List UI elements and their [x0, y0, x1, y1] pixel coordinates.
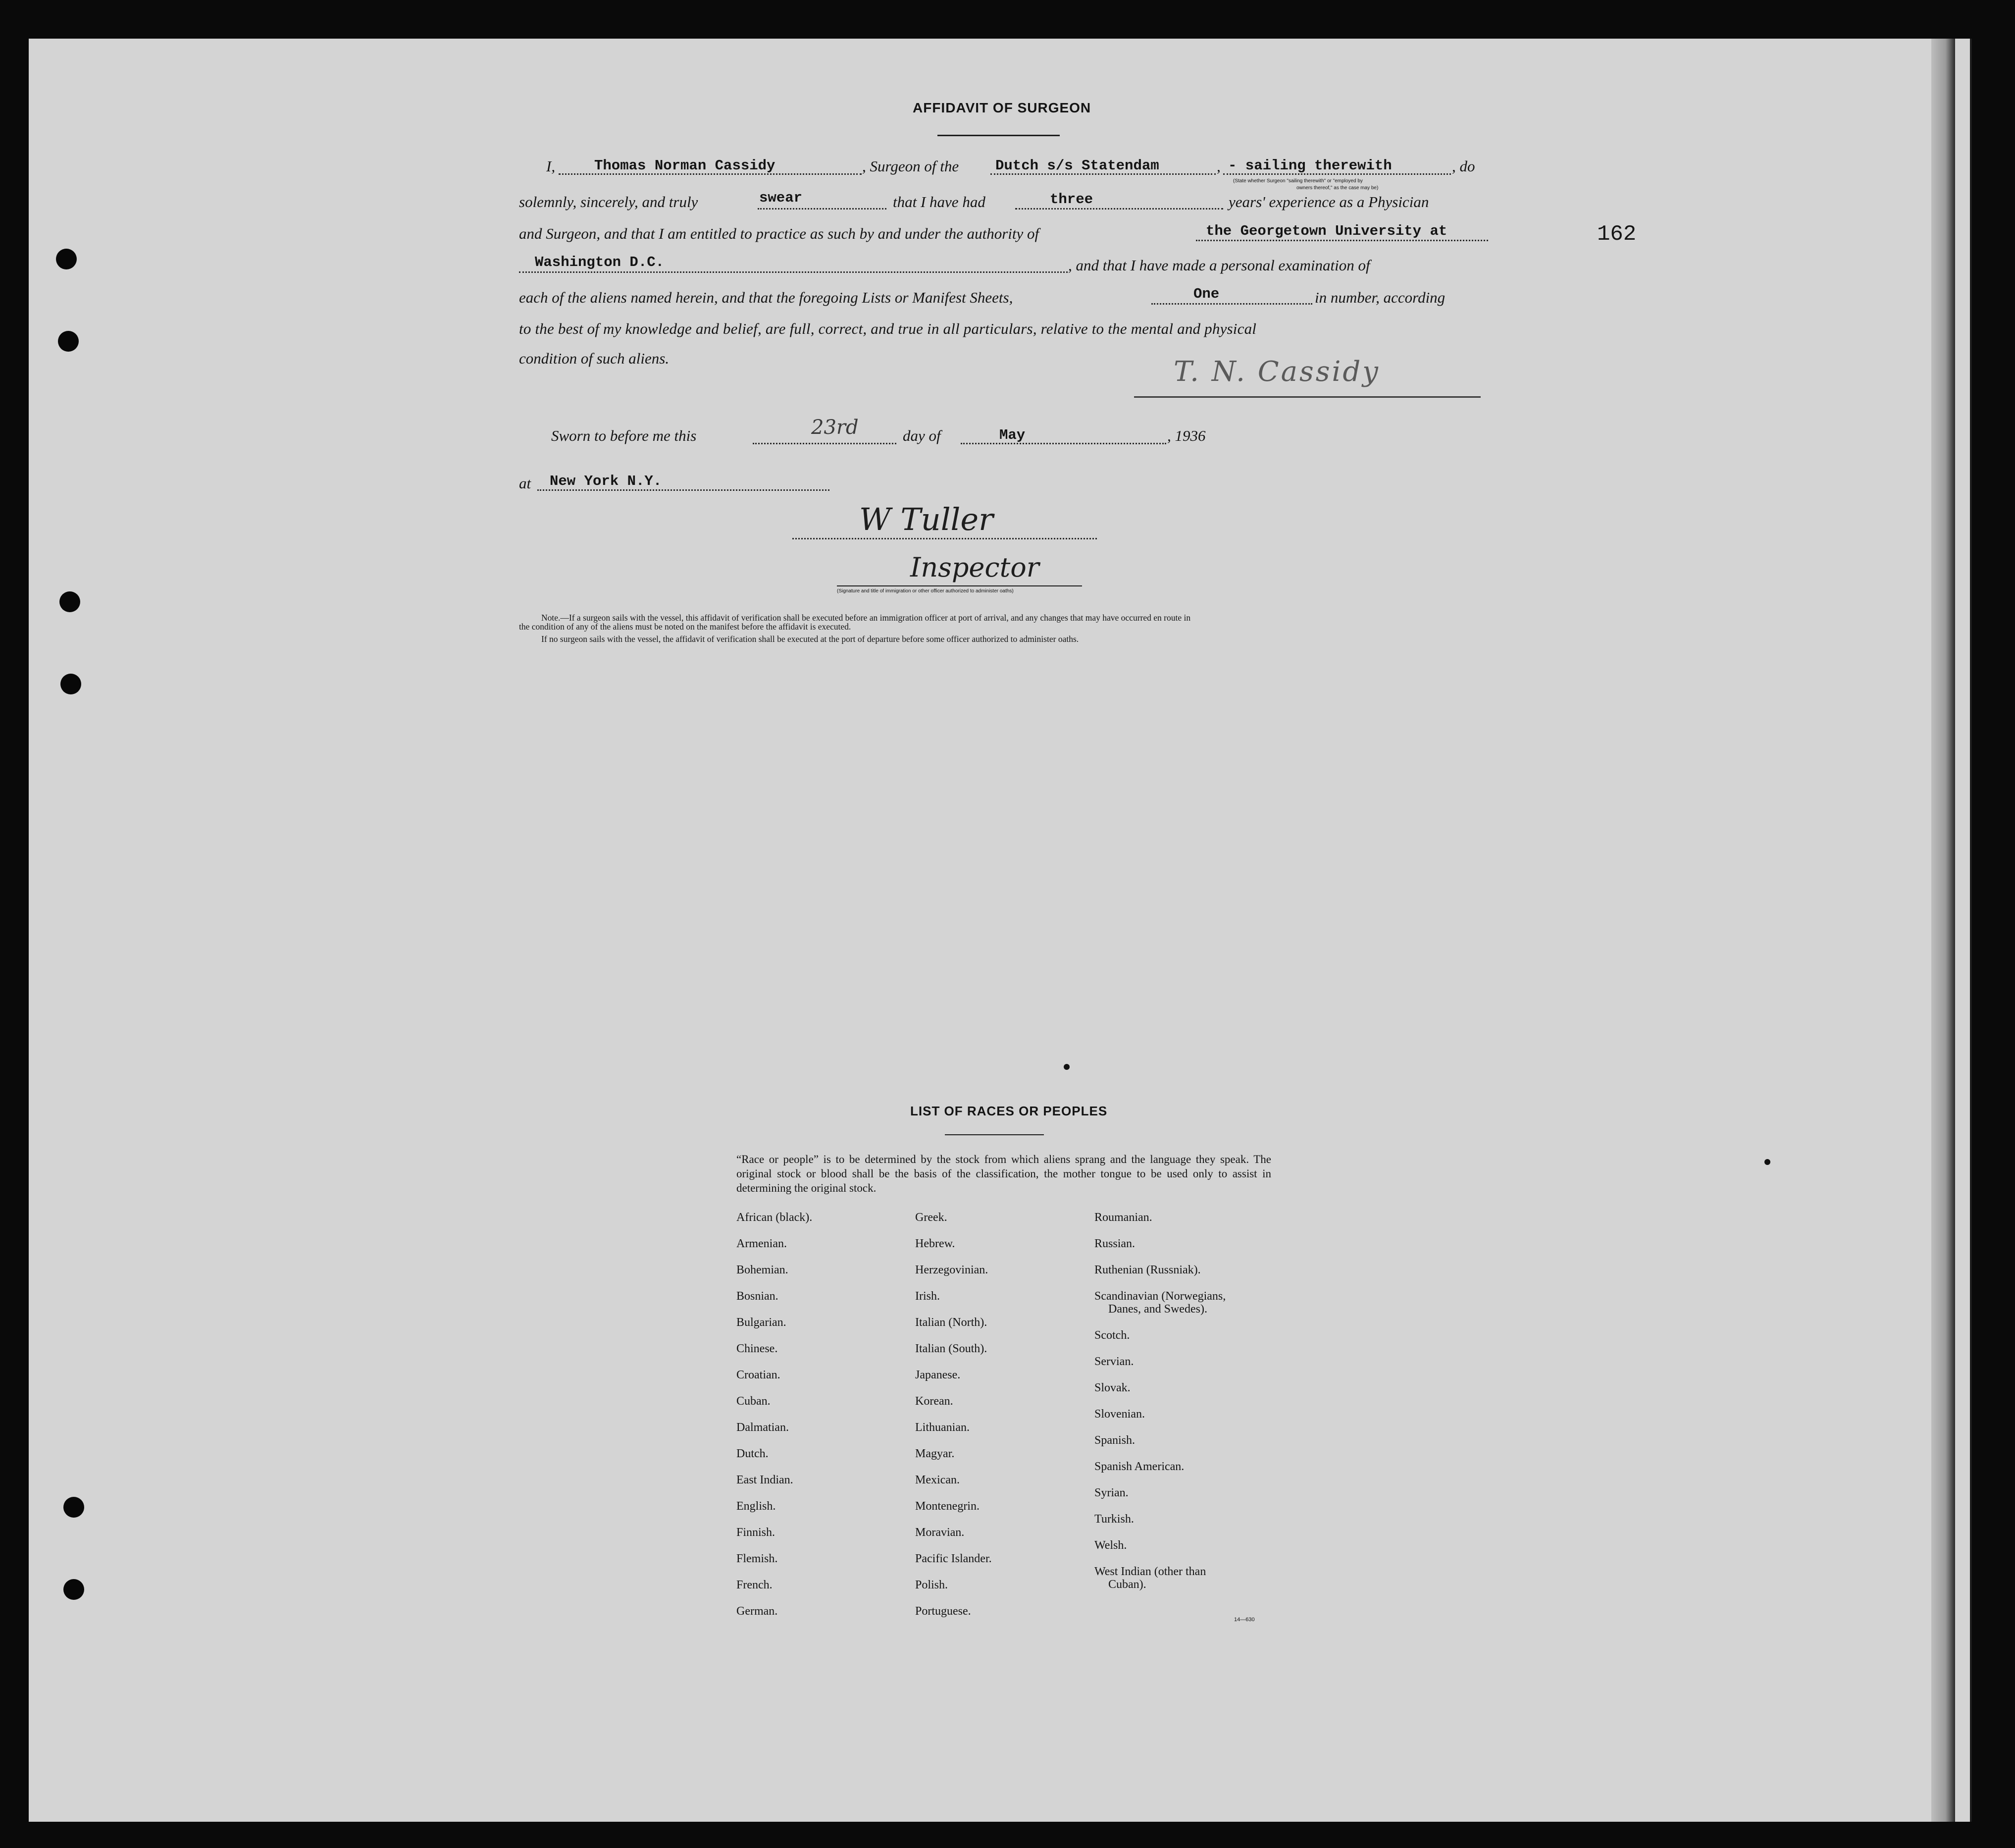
race-item: West Indian (other than	[1094, 1565, 1206, 1578]
race-item: Portuguese.	[915, 1605, 971, 1618]
race-item: Cuban).	[1108, 1578, 1146, 1591]
race-item: Bohemian.	[736, 1264, 788, 1276]
race-item: Russian.	[1094, 1237, 1136, 1250]
blank-line	[1015, 208, 1223, 210]
oath-type: swear	[759, 190, 803, 206]
race-item: Slovenian.	[1094, 1408, 1145, 1421]
race-item: Italian (South).	[915, 1342, 987, 1355]
text-in-number: in number, according	[1315, 289, 1446, 306]
race-item: Moravian.	[915, 1526, 965, 1539]
sworn-year: , 1936	[1167, 427, 1206, 444]
signature-line	[837, 585, 1082, 586]
page-number: 162	[1597, 222, 1637, 247]
text-condition: condition of such aliens.	[519, 350, 670, 367]
note-paragraph: If no surgeon sails with the vessel, the affidavit of verification shall be executed at the port of departure before some officer authorized to administer oaths.	[541, 634, 1079, 644]
race-item: Mexican.	[915, 1474, 960, 1486]
affidavit-title: AFFIDAVIT OF SURGEON	[913, 100, 1091, 115]
officer-signature: W Tuller	[859, 501, 993, 537]
race-item: Croatian.	[736, 1369, 780, 1381]
binder-hole	[60, 674, 81, 694]
signature-line	[792, 538, 1097, 539]
form-code: 14—630	[1234, 1617, 1255, 1623]
sheets-count: One	[1193, 286, 1220, 302]
race-item: German.	[736, 1605, 778, 1618]
race-item: Japanese.	[915, 1369, 961, 1381]
races-title: LIST OF RACES OR PEOPLES	[910, 1104, 1108, 1118]
race-item: Italian (North).	[915, 1316, 987, 1329]
text-day-of: day of	[903, 427, 941, 444]
blank-line	[1196, 240, 1488, 241]
races-column-3	[1094, 1212, 1226, 1591]
race-item: Scotch.	[1094, 1329, 1130, 1342]
race-item: Dutch.	[736, 1447, 769, 1460]
binder-hole	[56, 249, 77, 269]
race-item: Scandinavian (Norwegians,	[1094, 1290, 1226, 1303]
race-item: Servian.	[1094, 1355, 1134, 1368]
note-paragraph: Note.—If a surgeon sails with the vessel, this affidavit of verification shall be executed before an immigration officer at port of arrival, and any changes that may have occurred en route in	[541, 613, 1191, 623]
surgeon-name: Thomas Norman Cassidy	[594, 158, 775, 174]
text-i-have-had: that I have had	[893, 193, 985, 211]
race-item: English.	[736, 1500, 776, 1513]
page-fold-edge	[1931, 39, 1955, 1822]
text-at: at	[519, 475, 531, 492]
race-item: East Indian.	[736, 1474, 793, 1486]
binder-hole	[63, 1497, 84, 1518]
race-item: Syrian.	[1094, 1486, 1129, 1499]
race-item: Greek.	[915, 1211, 947, 1224]
note-paragraph: the condition of any of the aliens must be noted on the manifest before the affidavit is executed.	[519, 622, 851, 632]
text-best-of-knowledge: to the best of my knowledge and belief, are full, correct, and true in all particulars, relative to the mental and physical	[519, 320, 1257, 337]
title-rule	[945, 1134, 1044, 1135]
race-item: Cuban.	[736, 1395, 771, 1408]
races-column-2	[915, 1212, 992, 1632]
text-and-surgeon: and Surgeon, and that I am entitled to practice as such by and under the authority of	[519, 225, 1039, 242]
race-item: Armenian.	[736, 1237, 787, 1250]
blank-line	[758, 208, 886, 210]
text-years: years' experience as a Physician	[1229, 193, 1429, 211]
speck	[1764, 1159, 1770, 1165]
signature-caption: (Signature and title of immigration or other officer authorized to administer oaths)	[837, 588, 1014, 594]
signature-line	[1134, 396, 1481, 398]
sworn-day: 23rd	[811, 416, 859, 439]
race-item: Dalmatian.	[736, 1421, 789, 1434]
race-item: Bulgarian.	[736, 1316, 786, 1329]
text-solemnly: solemnly, sincerely, and truly	[519, 193, 698, 211]
race-item: Magyar.	[915, 1447, 955, 1460]
text-do: , do	[1452, 158, 1475, 175]
race-item: Bosnian.	[736, 1290, 778, 1303]
sworn-place: New York N.Y.	[550, 473, 662, 489]
race-item: Herzegovinian.	[915, 1264, 988, 1276]
authority-line-1: the Georgetown University at	[1206, 223, 1447, 239]
race-item: Turkish.	[1094, 1513, 1134, 1526]
race-item: Roumanian.	[1094, 1211, 1152, 1224]
race-item: Pacific Islander.	[915, 1552, 992, 1565]
capacity-note: owners thereof," as the case may be)	[1296, 185, 1379, 191]
races-column-1	[736, 1212, 812, 1632]
race-item: Welsh.	[1094, 1539, 1127, 1552]
surgeon-signature: T. N. Cassidy	[1174, 356, 1380, 388]
authority-line-2: Washington D.C.	[535, 254, 665, 270]
race-item: Spanish American.	[1094, 1460, 1185, 1473]
race-item: Chinese.	[736, 1342, 778, 1355]
text-personal-exam: , and that I have made a personal examination of	[1068, 257, 1370, 274]
binder-hole	[63, 1579, 84, 1600]
speck	[1064, 1064, 1070, 1070]
race-item: Danes, and Swedes).	[1108, 1303, 1207, 1316]
text-comma: ,	[1217, 158, 1221, 175]
race-item: French.	[736, 1579, 773, 1591]
races-intro: “Race or people” is to be determined by the stock from which aliens sprang and the language they speak. The original stock or blood shall be the basis of the classification, the mother tongue to be used only to assist in determining the original stock.	[736, 1153, 1271, 1194]
text-I: I,	[546, 158, 556, 175]
race-item: Montenegrin.	[915, 1500, 980, 1513]
sworn-month: May	[999, 427, 1026, 443]
binder-hole	[59, 591, 80, 612]
blank-line	[1151, 303, 1312, 305]
text-surgeon-of: , Surgeon of the	[862, 158, 959, 175]
race-item: Hebrew.	[915, 1237, 955, 1250]
capacity-note: (State whether Surgeon "sailing therewith" or "employed by	[1233, 178, 1363, 184]
text-each-of-aliens: each of the aliens named herein, and that the foregoing Lists or Manifest Sheets,	[519, 289, 1013, 306]
surgeon-capacity: - sailing therewith	[1228, 158, 1392, 174]
years-experience: three	[1050, 191, 1093, 208]
blank-line	[537, 489, 829, 491]
blank-line	[753, 443, 896, 444]
ship-name: Dutch s/s Statendam	[995, 158, 1159, 174]
race-item: African (black).	[736, 1211, 813, 1224]
title-rule	[937, 135, 1060, 136]
text-sworn: Sworn to before me this	[551, 427, 697, 444]
blank-line	[519, 271, 1068, 273]
binder-hole	[58, 331, 79, 352]
race-item: Finnish.	[736, 1526, 775, 1539]
race-item: Polish.	[915, 1579, 948, 1591]
race-item: Irish.	[915, 1290, 940, 1303]
race-item: Korean.	[915, 1395, 953, 1408]
officer-title: Inspector	[910, 552, 1039, 583]
race-item: Slovak.	[1094, 1381, 1131, 1394]
race-item: Spanish.	[1094, 1434, 1136, 1447]
race-item: Ruthenian (Russniak).	[1094, 1264, 1201, 1276]
race-item: Flemish.	[736, 1552, 778, 1565]
race-item: Lithuanian.	[915, 1421, 970, 1434]
blank-line	[961, 443, 1166, 444]
